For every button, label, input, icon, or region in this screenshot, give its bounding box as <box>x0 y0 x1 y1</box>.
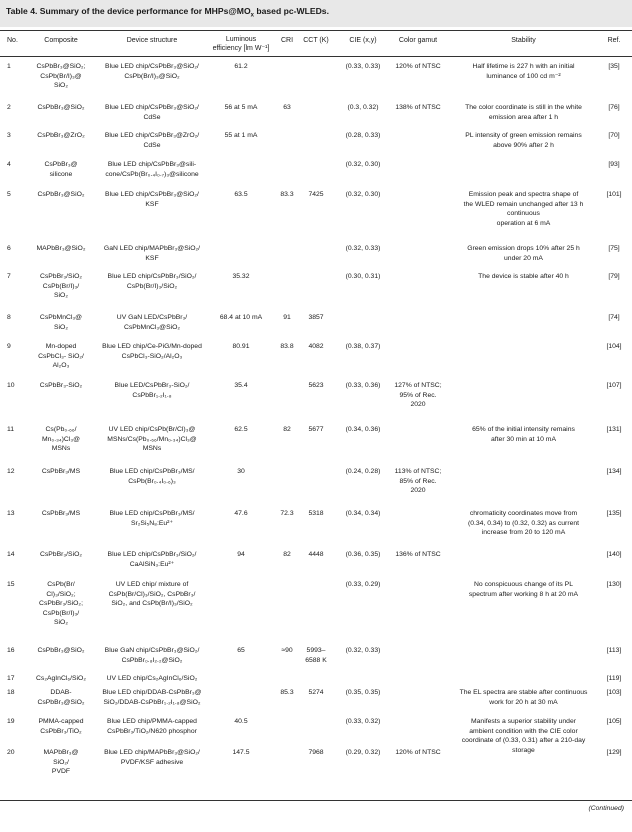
composite-cell: CsPb(Br/I)₃@ <box>40 72 82 80</box>
color-gamut-cell: 120% of NTSC <box>395 63 441 70</box>
stability-cell: after 30 min at 10 mA <box>491 435 556 443</box>
row-number: 20 <box>7 749 15 756</box>
composite-cell: silicone <box>49 170 73 178</box>
row-number: 13 <box>7 510 15 517</box>
stability-cell: No conspicuous change of its PL <box>474 581 573 588</box>
device-structure-cell: SiO₂, and CsPb(Br/I)₃/SiO₂ <box>111 600 193 608</box>
row-number: 4 <box>7 161 11 168</box>
cri-cell: 91 <box>283 314 291 321</box>
row-number: 11 <box>7 426 15 433</box>
composite-cell: CsPbBr₃@ <box>44 161 78 168</box>
device-structure-cell: UV GaN LED/CsPbBr₃/ <box>116 314 188 321</box>
cri-cell: 63 <box>283 104 291 111</box>
header-ref: Ref. <box>607 37 621 44</box>
cie-cell: (0.33, 0.36) <box>345 382 381 389</box>
cct-cell: 6588 K <box>305 656 327 664</box>
device-structure-cell: Blue GaN chip/CsPbBr₃@SiO₂/ <box>104 647 200 654</box>
composite-cell: CsPbBr₃@SiO₂ <box>37 191 85 198</box>
row-number: 1 <box>7 63 11 70</box>
efficiency-cell: 40.5 <box>234 718 248 725</box>
caption-prefix: Table 4. <box>6 6 38 16</box>
composite-cell: CsPbBr₃-SiO₂ <box>39 382 83 389</box>
device-structure-cell: GaN LED chip/MAPbBr₃@SiO₂/ <box>103 245 201 252</box>
header-bottom-rule <box>0 56 632 57</box>
header-color-gamut: Color gamut <box>398 37 438 44</box>
efficiency-cell: 55 at 1 mA <box>224 132 258 139</box>
stability-cell: (0.34, 0.34) to (0.32, 0.32) as current <box>467 519 580 527</box>
reference-cell: [79] <box>608 273 620 280</box>
cri-cell: 72.3 <box>280 510 294 517</box>
efficiency-cell: 68.4 at 10 mA <box>219 314 263 321</box>
reference-cell: [105] <box>606 718 622 725</box>
composite-cell: MAPbBr₃@ <box>43 749 79 756</box>
cri-cell: 82 <box>283 551 291 558</box>
efficiency-cell: 62.5 <box>234 426 248 433</box>
efficiency-cell: 65 <box>237 647 245 654</box>
color-gamut-cell: 120% of NTSC <box>395 749 441 756</box>
row-number: 16 <box>7 647 15 654</box>
composite-cell: CsPb(Br/I)₃/ <box>42 282 80 290</box>
header-efficiency-line2: efficiency [lm W⁻¹] <box>212 45 270 52</box>
cct-cell: 3857 <box>308 314 324 321</box>
composite-cell: SiO₂ <box>54 82 68 90</box>
device-structure-cell: Blue LED chip/CsPbBr₃@ZrO₂/ <box>104 132 200 139</box>
cct-cell: 7968 <box>308 749 324 756</box>
device-structure-cell: Blue LED chip/DDAB-CsPbBr₃@ <box>102 689 202 696</box>
header-stability: Stability <box>511 37 536 44</box>
composite-cell: CsPbBr₃/MS <box>41 510 81 517</box>
table-bottom-rule <box>0 800 632 801</box>
row-number: 17 <box>7 675 15 682</box>
row-number: 12 <box>7 468 15 475</box>
stability-cell: The color coordinate is still in the white <box>465 104 582 111</box>
stability-cell: spectrum after working 8 h at 20 mA <box>468 590 579 598</box>
reference-cell: [74] <box>608 314 620 321</box>
composite-cell: MAPbBr₃@SiO₂ <box>36 245 86 252</box>
device-structure-cell: UV LED chip/Cs₂AgInCl₆/SiO₂ <box>106 675 198 682</box>
cie-cell: (0.3, 0.32) <box>347 104 379 111</box>
composite-cell: CsPbMnCl₃@ <box>39 314 83 321</box>
stability-cell: PL intensity of green emission remains <box>465 132 582 139</box>
device-structure-cell: CaAlSiN₃:Eu²⁺ <box>129 560 175 568</box>
device-structure-cell: KSF <box>145 254 159 262</box>
cie-cell: (0.24, 0.28) <box>345 468 381 475</box>
cri-cell: 83.3 <box>280 191 294 198</box>
device-structure-cell: SiO₂/DDAB-CsPbBr₁.₂I₁.₈@SiO₂ <box>103 698 201 706</box>
reference-cell: [75] <box>608 245 620 252</box>
cct-cell: 4448 <box>308 551 324 558</box>
reference-cell: [107] <box>606 382 622 389</box>
device-structure-cell: Blue LED chip/MAPbBr₃@SiO₂/ <box>104 749 200 756</box>
color-gamut-cell: 85% of Rec. <box>399 477 437 485</box>
stability-cell: operation at 6 mA <box>496 219 551 227</box>
efficiency-cell: 94 <box>237 551 245 558</box>
color-gamut-cell: 113% of NTSC; <box>394 468 442 475</box>
composite-cell: CsPbBr₃/SiO₂ <box>39 273 83 280</box>
device-structure-cell: CsPbCl₃-SiO₂/Al₂O₃ <box>121 352 183 360</box>
composite-cell: CsPbBr₃@SiO₂ <box>37 104 85 111</box>
efficiency-cell: 30 <box>237 468 245 475</box>
stability-cell: Green emission drops 10% after 25 h <box>467 245 580 252</box>
color-gamut-cell: 127% of NTSC; <box>394 382 442 389</box>
composite-cell: CsPb(Br/ <box>47 581 75 588</box>
device-structure-cell: CsPbMnCl₃@SiO₂ <box>123 323 181 331</box>
device-structure-cell: Blue LED chip/CsPbBr₃@sili- <box>107 161 197 168</box>
reference-cell: [103] <box>606 689 622 696</box>
reference-cell: [104] <box>606 343 622 350</box>
cie-cell: (0.28, 0.33) <box>345 132 381 139</box>
efficiency-cell: 47.6 <box>234 510 248 517</box>
composite-cell: CsPbBr₃@SiO₂ <box>37 698 85 706</box>
cct-cell: 5993– <box>306 647 326 654</box>
cie-cell: (0.36, 0.35) <box>345 551 381 558</box>
caption-text: Summary of the device performance for MHPs@MO <box>39 6 251 16</box>
stability-cell: The device is stable after 40 h <box>478 273 569 280</box>
reference-cell: [129] <box>606 749 622 756</box>
device-structure-cell: cone/CsPb(Br₀.₄I₀.₇)₃@silicone <box>105 170 199 178</box>
device-structure-cell: Blue LED/CsPbBr₃-SiO₂/ <box>114 382 190 389</box>
cri-cell: ≈90 <box>281 647 293 654</box>
device-structure-cell: Blue LED chip/CsPbBr₃@SiO₂/ <box>105 63 199 70</box>
row-number: 7 <box>7 273 11 280</box>
device-structure-cell: CdSe <box>143 113 161 121</box>
composite-cell: CsPbBr₃@SiO₂ <box>37 647 85 654</box>
header-cie: CIE (x,y) <box>349 37 377 44</box>
cie-cell: (0.30, 0.31) <box>345 273 381 280</box>
composite-cell: CsPbCl₃- SiO₂/ <box>38 352 84 360</box>
reference-cell: [70] <box>608 132 620 139</box>
device-structure-cell: MSNs/Cs(Pb₀.₆₆/Mn₀.₃₄)Cl₃@ <box>107 435 197 443</box>
header-cct: CCT (K) <box>303 37 329 44</box>
device-structure-cell: KSF <box>145 200 159 208</box>
cct-cell: 5623 <box>308 382 324 389</box>
stability-cell: ambient condition with the CIE color <box>469 727 578 735</box>
composite-cell: SiO₂ <box>54 619 68 627</box>
composite-cell: DDAB- <box>50 689 72 696</box>
cie-cell: (0.32, 0.30) <box>345 191 381 198</box>
reference-cell: [113] <box>606 647 622 654</box>
reference-cell: [130] <box>606 581 622 588</box>
header-no: No. <box>7 37 18 44</box>
stability-cell: luminance of 100 cd m⁻² <box>486 72 561 80</box>
header-efficiency-line1: Luminous <box>225 36 257 43</box>
table-caption <box>6 6 329 19</box>
device-structure-cell: CsPb(Br/I)₃/SiO₂ <box>126 282 178 290</box>
composite-cell: CsPbBr₃@SiO₂; <box>36 63 86 70</box>
composite-cell: PVDF <box>51 768 71 776</box>
device-structure-cell: Blue LED chip/PMMA-capped <box>107 718 197 725</box>
cie-cell: (0.34, 0.36) <box>345 426 381 433</box>
cri-cell: 82 <box>283 426 291 433</box>
composite-cell: SiO₂/ <box>53 758 69 766</box>
device-structure-cell: CsPbBr₀.₈I₂.₂@SiO₂ <box>121 656 183 664</box>
device-structure-cell: MSNs <box>142 445 162 453</box>
header-device-structure: Device structure <box>126 37 178 44</box>
device-structure-cell: PVDF/KSF adhesive <box>120 758 184 766</box>
composite-cell: CsPbBr₃@ZrO₂ <box>37 132 85 139</box>
composite-cell: CsPbBr₃/SiO₂; <box>39 600 83 608</box>
row-number: 10 <box>7 382 15 389</box>
row-number: 19 <box>7 718 15 725</box>
composite-cell: Cs₂AgInCl₆/SiO₂ <box>36 675 86 682</box>
reference-cell: [93] <box>608 161 620 168</box>
stability-cell: under 20 mA <box>504 254 543 262</box>
reference-cell: [35] <box>608 63 620 70</box>
stability-cell: storage <box>512 746 535 754</box>
composite-cell: Mn-doped <box>45 343 77 350</box>
device-structure-cell: Blue LED chip/Ce-PiG/Mn-doped <box>102 343 202 350</box>
row-number: 18 <box>7 689 15 696</box>
cie-cell: (0.38, 0.37) <box>345 343 381 350</box>
header-composite: Composite <box>44 37 78 44</box>
cct-cell: 5318 <box>308 510 324 517</box>
stability-cell: coordinate of (0.33, 0.31) after a 210-day <box>461 737 586 745</box>
device-structure-cell: CsPb(Br₀.₄I₀.₆)₃ <box>128 477 176 485</box>
cct-cell: 7425 <box>308 191 324 198</box>
stability-cell: The EL spectra are stable after continuous <box>459 689 588 696</box>
device-structure-cell: CsPbBr₁.₂I₁.₈ <box>132 391 172 399</box>
efficiency-cell: 63.5 <box>234 191 248 198</box>
stability-cell: Emission peak and spectra shape of <box>468 191 579 198</box>
reference-cell: [131] <box>606 426 622 433</box>
continued-note: (Continued) <box>588 805 624 812</box>
header-cri: CRI <box>280 37 294 44</box>
efficiency-cell: 56 at 5 mA <box>224 104 258 111</box>
composite-cell: Mn₀.₃₄)Cl₃@ <box>41 435 81 443</box>
device-structure-cell: Blue LED chip/CsPbBr₃/MS/ <box>109 468 195 475</box>
composite-cell: Cs(Pb₀.₆₆/ <box>45 426 77 433</box>
device-structure-cell: Blue LED chip/CsPbBr₃/SiO₂/ <box>107 551 197 558</box>
composite-cell: SiO₂ <box>54 323 68 331</box>
row-number: 2 <box>7 104 11 111</box>
cie-cell: (0.32, 0.30) <box>345 161 381 168</box>
stability-cell: increase from 20 to 120 mA <box>481 529 566 537</box>
cri-cell: 85.3 <box>280 689 294 696</box>
stability-cell: Half lifetime is 227 h with an initial <box>472 63 575 70</box>
cie-cell: (0.32, 0.33) <box>345 245 381 252</box>
cie-cell: (0.33, 0.32) <box>345 718 381 725</box>
stability-cell: emission area after 1 h <box>488 113 559 121</box>
color-gamut-cell: 95% of Rec. <box>399 391 437 399</box>
row-number: 6 <box>7 245 11 252</box>
color-gamut-cell: 138% of NTSC <box>395 104 441 111</box>
composite-cell: CsPbBr₃/TiO₂ <box>40 727 82 735</box>
reference-cell: [76] <box>608 104 620 111</box>
composite-cell: CsPbBr₃/MS <box>41 468 81 475</box>
stability-cell: work for 20 h at 30 mA <box>489 698 558 706</box>
stability-cell: the WLED remain unchanged after 13 h <box>463 200 584 208</box>
row-number: 9 <box>7 343 11 350</box>
row-number: 14 <box>7 551 15 558</box>
device-structure-cell: Blue LED chip/CsPbBr₃@SiO₂/ <box>105 104 199 111</box>
row-number: 5 <box>7 191 11 198</box>
efficiency-cell: 35.4 <box>234 382 248 389</box>
cie-cell: (0.33, 0.33) <box>345 63 381 70</box>
reference-cell: [101] <box>606 191 622 198</box>
cie-cell: (0.34, 0.34) <box>345 510 381 517</box>
stability-cell: 65% of the initial intensity remains <box>472 426 575 433</box>
efficiency-cell: 147.5 <box>232 749 250 756</box>
cie-cell: (0.29, 0.32) <box>345 749 381 756</box>
composite-cell: MSNs <box>51 445 71 453</box>
caption-sub: x <box>250 12 254 19</box>
reference-cell: [140] <box>606 551 622 558</box>
composite-cell: Cl)₃/SiO₂; <box>46 590 76 598</box>
efficiency-cell: 61.2 <box>234 63 248 70</box>
header-top-rule <box>0 30 632 31</box>
composite-cell: Al₂O₃ <box>52 362 70 370</box>
stability-cell: continuous <box>507 210 540 218</box>
cie-cell: (0.35, 0.35) <box>345 689 381 696</box>
device-structure-cell: Blue LED chip/CsPbBr₃@SiO₂/ <box>105 191 199 198</box>
composite-cell: CsPbBr₃/SiO₂ <box>39 551 83 558</box>
device-structure-cell: CsPb(Br/I)₃@SiO₂ <box>124 72 180 80</box>
cie-cell: (0.33, 0.29) <box>345 581 381 588</box>
reference-cell: [119] <box>606 675 622 682</box>
reference-cell: [134] <box>606 468 622 475</box>
composite-cell: SiO₂ <box>54 292 68 300</box>
composite-cell: PMMA-capped <box>38 718 84 725</box>
cct-cell: 5274 <box>308 689 324 696</box>
row-number: 8 <box>7 314 11 321</box>
device-structure-cell: UV LED chip/CsPb(Br/Cl)₃@ <box>108 426 196 433</box>
device-structure-cell: Sr₂Si₅N₈:Eu²⁺ <box>131 519 173 527</box>
cct-cell: 4082 <box>308 343 324 350</box>
color-gamut-cell: 2020 <box>410 487 426 495</box>
caption-suffix: based pc-WLEDs. <box>253 6 329 16</box>
reference-cell: [135] <box>606 510 622 517</box>
stability-cell: above 90% after 2 h <box>493 141 554 149</box>
stability-cell: chromaticity coordinates move from <box>469 510 578 517</box>
device-structure-cell: CsPb(Br/Cl)₃/SiO₂, CsPbBr₃/ <box>108 590 196 598</box>
row-number: 15 <box>7 581 15 588</box>
efficiency-cell: 35.32 <box>232 273 250 280</box>
device-structure-cell: CdSe <box>143 141 161 149</box>
row-number: 3 <box>7 132 11 139</box>
efficiency-cell: 80.91 <box>232 343 250 350</box>
cri-cell: 83.8 <box>280 343 294 350</box>
color-gamut-cell: 2020 <box>410 401 426 409</box>
device-structure-cell: UV LED chip/ mixture of <box>115 581 189 588</box>
stability-cell: Manifests a superior stability under <box>470 718 577 725</box>
device-structure-cell: CsPbBr₃/TiO₂/N620 phosphor <box>107 727 197 735</box>
composite-cell: CsPb(Br/I)₃/ <box>42 609 80 617</box>
cie-cell: (0.32, 0.33) <box>345 647 381 654</box>
color-gamut-cell: 136% of NTSC <box>395 551 441 558</box>
device-structure-cell: Blue LED chip/CsPbBr₃/SiO₂/ <box>107 273 197 280</box>
cct-cell: 5677 <box>308 426 324 433</box>
device-structure-cell: Blue LED chip/CsPbBr₃/MS/ <box>109 510 195 517</box>
